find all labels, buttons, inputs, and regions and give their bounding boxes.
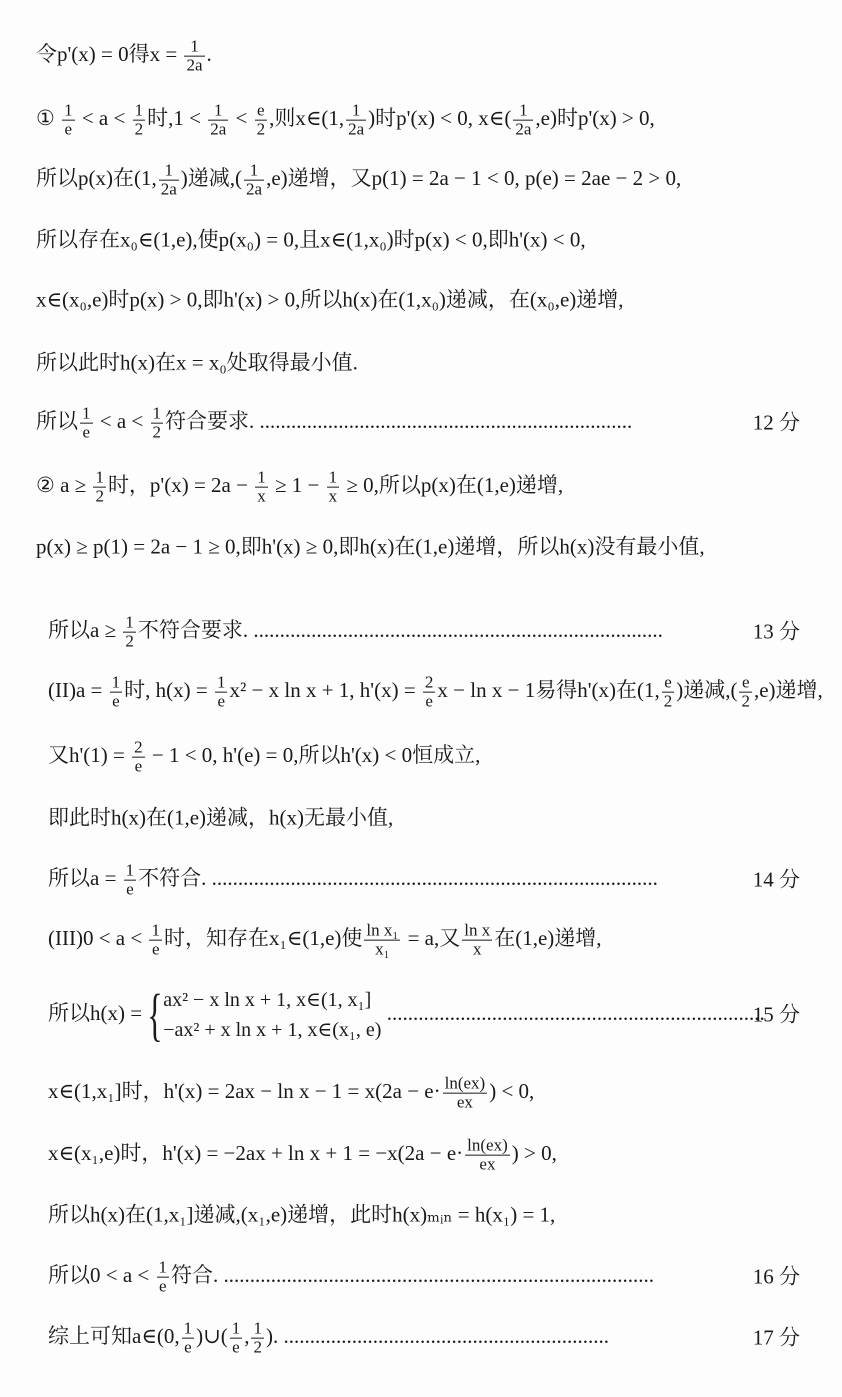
solution-line: 所以存在x₀∈(1,e),使p(x₀) = 0,且x∈(1,x₀)时p(x) < 0,即h'(x) < 0, bbox=[36, 227, 586, 252]
fraction: $\frac{1}{2a}$ bbox=[160, 160, 177, 199]
solution-line: (II)a = $\frac{1}{e}$ 时, h(x) = $\frac{1}{e}$ x² − x ln x + 1, h'(x) = $\frac{2}{e}$ x − ln x − 1易得h'(x)在(1, $\frac{e}{2}$ )递减,( $\frac{e}{2}$ ,e)递增, bbox=[48, 672, 823, 711]
fraction: $\frac{1}{2a}$ bbox=[186, 36, 203, 75]
fraction: $\frac{1}{2a}$ bbox=[515, 100, 532, 139]
solution-line: 所以h(x)在(1,x₁]递减,(x₁,e)递增，此时h(x)ₘᵢₙ = h(x₁) = 1, bbox=[48, 1202, 556, 1227]
solution-line: ① $\frac{1}{e}$ < a < $\frac{1}{2}$ 时,1 < $\frac{1}{2a}$ < $\frac{e}{2}$ ,则x∈(1, $\frac{1}{2a}$ )时p'(x) < 0, x∈( $\frac{1}{2a}$ ,e)时p'(x) > 0, bbox=[36, 100, 655, 139]
solution-line: 综上可知a∈(0, $\frac{1}{e}$ )∪( $\frac{1}{e}$ , $\frac{1}{2}$ ). .............................................................. bbox=[48, 1318, 609, 1357]
fraction: $\frac{1}{e}$ bbox=[125, 860, 135, 899]
fraction: $\frac{1}{2a}$ bbox=[348, 100, 365, 139]
solution-line: 所以 $\frac{1}{e}$ < a < $\frac{1}{2}$ 符合要求. ....................................................................... bbox=[36, 403, 633, 442]
solution-line: x∈(1,x₁]时，h'(x) = 2ax − ln x − 1 = x(2a − e· $\frac{\ln(ex)}{ex}$ ) < 0, bbox=[48, 1073, 535, 1112]
fraction: $\frac{1}{2}$ bbox=[95, 467, 104, 506]
case-row: −ax² + x ln x + 1, x∈(x₁, e) bbox=[163, 1019, 382, 1041]
fraction: $\frac{1}{e}$ bbox=[64, 100, 73, 139]
solution-line: x∈(x₁,e)时，h'(x) = −2ax + ln x + 1 = −x(2a − e· $\frac{\ln(ex)}{ex}$ ) > 0, bbox=[48, 1135, 557, 1174]
fraction: $\frac{e}{2}$ bbox=[256, 100, 266, 139]
fraction: $\frac{1}{x}$ bbox=[328, 467, 338, 506]
fraction: $\frac{1}{e}$ bbox=[183, 1318, 193, 1357]
score-label: 12 分 bbox=[752, 410, 800, 435]
fraction: $\frac{2}{e}$ bbox=[134, 737, 143, 776]
solution-line: 所以此时h(x)在x = x₀处取得最小值. bbox=[36, 350, 358, 375]
solution-line: 所以h(x) = { ax² − x ln x + 1, x∈(1, x₁] −ax² + x ln x + 1, x∈(x₁, e) ........................................................................ bbox=[48, 982, 765, 1047]
solution-line: 又h'(1) = $\frac{2}{e}$ − 1 < 0, h'(e) = 0,所以h'(x) < 0恒成立, bbox=[48, 737, 481, 776]
solution-line: 即此时h(x)在(1,e)递减，h(x)无最小值, bbox=[48, 805, 394, 830]
fraction: $\frac{1}{2a}$ bbox=[246, 160, 263, 199]
fraction: $\frac{1}{x}$ bbox=[257, 467, 266, 506]
fraction: $\frac{1}{e}$ bbox=[82, 403, 91, 442]
fraction: $\frac{1}{2a}$ bbox=[210, 100, 227, 139]
fraction: $\frac{1}{2}$ bbox=[134, 100, 144, 139]
solution-line: 所以a ≥ $\frac{1}{2}$ 不符合要求. .............................................................................. bbox=[48, 612, 663, 651]
solution-line: 令p'(x) = 0得x = $\frac{1}{2a}$ . bbox=[36, 36, 212, 75]
fraction: $\frac{\text{ln x₁}}{\text{x₁}}$ bbox=[366, 920, 399, 959]
fraction: $\frac{1}{e}$ bbox=[231, 1318, 241, 1357]
score-label: 16 分 bbox=[752, 1264, 800, 1289]
solution-line: 所以0 < a < $\frac{1}{e}$ 符合. .................................................................................. bbox=[48, 1257, 655, 1296]
score-label: 17 分 bbox=[752, 1325, 800, 1350]
solution-line: ② a ≥ $\frac{1}{2}$ 时，p'(x) = 2a − $\frac{1}{x}$ ≥ 1 − $\frac{1}{x}$ ≥ 0,所以p(x)在(1,e)递增, bbox=[36, 467, 564, 506]
brace: { bbox=[147, 982, 163, 1047]
case-row: ax² − x ln x + 1, x∈(1, x₁] bbox=[163, 989, 372, 1011]
fraction: $\frac{1}{e}$ bbox=[111, 672, 121, 711]
fraction: $\frac{e}{2}$ bbox=[663, 672, 673, 711]
fraction: $\frac{1}{2}$ bbox=[152, 403, 162, 442]
score-label: 15 分 bbox=[752, 1002, 800, 1027]
fraction: $\frac{1}{2}$ bbox=[253, 1318, 262, 1357]
fraction: $\frac{1}{2}$ bbox=[125, 612, 134, 651]
fraction: $\frac{1}{e}$ bbox=[158, 1257, 168, 1296]
solution-line: (III)0 < a < $\frac{1}{e}$ 时，知存在x₁∈(1,e)使 $\frac{\text{ln x₁}}{\text{x₁}}$ = a,又 $\frac{\text{ln x}}{x}$ 在(1,e)递增, bbox=[48, 920, 602, 959]
piecewise-cases bbox=[163, 985, 381, 1045]
score-label: 13 分 bbox=[752, 619, 800, 644]
fraction: $\frac{2}{e}$ bbox=[424, 672, 434, 711]
solution-line: p(x) ≥ p(1) = 2a − 1 ≥ 0,即h'(x) ≥ 0,即h(x)在(1,e)递增，所以h(x)没有最小值, bbox=[36, 534, 705, 559]
score-label: 14 分 bbox=[752, 867, 800, 892]
fraction: $\frac{1}{e}$ bbox=[151, 920, 160, 959]
fraction: $\frac{e}{2}$ bbox=[741, 672, 750, 711]
fraction: $\frac{\text{ln x}}{x}$ bbox=[464, 920, 491, 959]
solution-line: 所以p(x)在(1, $\frac{1}{2a}$ )递减,( $\frac{1}{2a}$ ,e)递增，又p(1) = 2a − 1 < 0, p(e) = 2ae − 2 > 0, bbox=[36, 160, 682, 199]
solution-line: x∈(x₀,e)时p(x) > 0,即h'(x) > 0,所以h(x)在(1,x₀)递减，在(x₀,e)递增, bbox=[36, 287, 624, 312]
solution-line: 所以a = $\frac{1}{e}$ 不符合. ..................................................................................... bbox=[48, 860, 658, 899]
fraction: $\frac{1}{e}$ bbox=[216, 672, 226, 711]
fraction: $\frac{\ln(ex)}{ex}$ bbox=[467, 1135, 508, 1174]
fraction: $\frac{\ln(ex)}{ex}$ bbox=[444, 1073, 486, 1112]
